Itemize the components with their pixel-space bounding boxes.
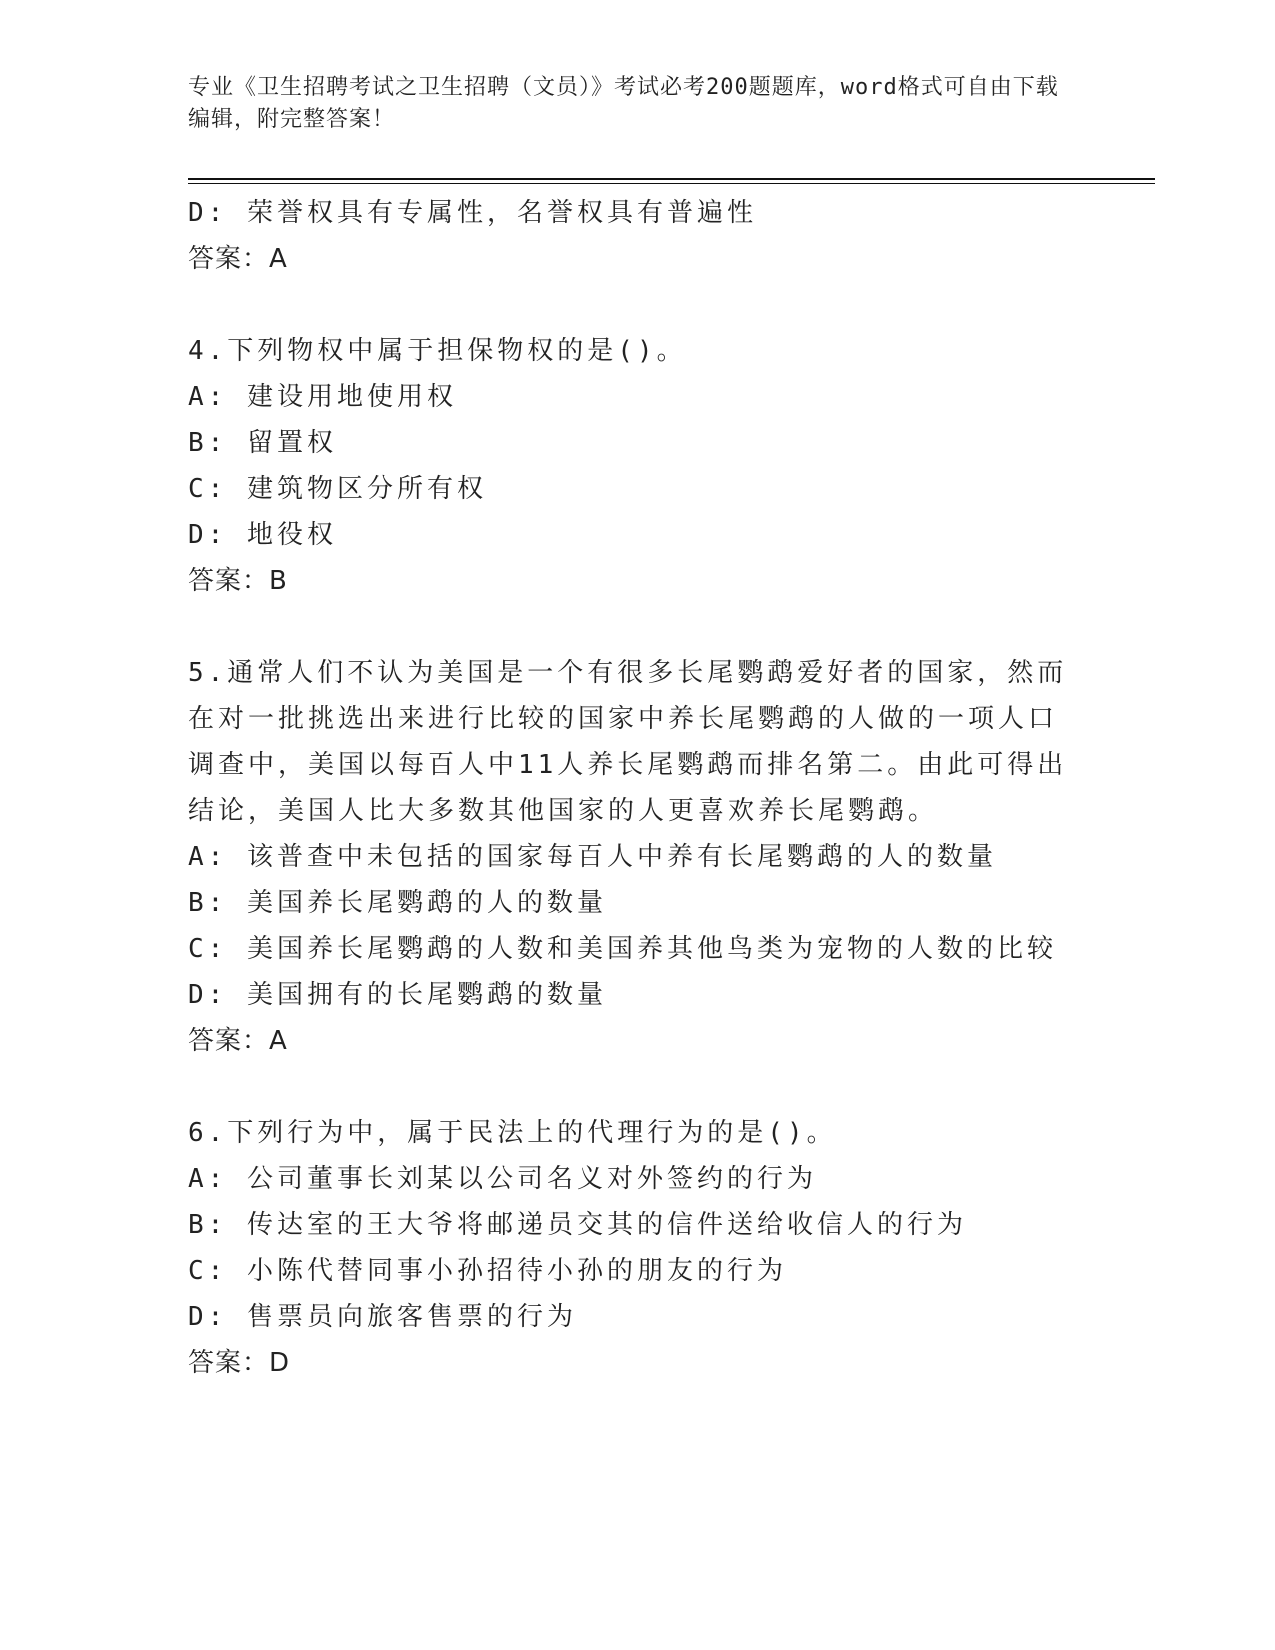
spacer bbox=[188, 1064, 1068, 1110]
option-a: A: 公司董事长刘某以公司名义对外签约的行为 bbox=[188, 1164, 817, 1194]
option-b: B: 留置权 bbox=[188, 428, 337, 458]
answer: 答案：B bbox=[188, 566, 288, 596]
question-6 bbox=[188, 1110, 1068, 1386]
spacer bbox=[188, 604, 1068, 650]
question-5 bbox=[188, 650, 1068, 1064]
previous-question-tail bbox=[188, 190, 1068, 282]
question-4 bbox=[188, 328, 1068, 604]
option-b: B: 传达室的王大爷将邮递员交其的信件送给收信人的行为 bbox=[188, 1210, 967, 1240]
option-c: C: 小陈代替同事小孙招待小孙的朋友的行为 bbox=[188, 1256, 787, 1286]
question-stem: 4.下列物权中属于担保物权的是()。 bbox=[188, 336, 687, 366]
option-d: D: 地役权 bbox=[188, 520, 337, 550]
option-d: D: 美国拥有的长尾鹦鹉的数量 bbox=[188, 980, 607, 1010]
option-d: D: 售票员向旅客售票的行为 bbox=[188, 1302, 577, 1332]
answer: 答案：D bbox=[188, 1348, 291, 1378]
header-divider-thick bbox=[188, 178, 1155, 180]
header-divider-thin bbox=[188, 183, 1155, 184]
option-d: D: 荣誉权具有专属性，名誉权具有普遍性 bbox=[188, 198, 757, 228]
option-a: A: 建设用地使用权 bbox=[188, 382, 457, 412]
option-c: C: 建筑物区分所有权 bbox=[188, 474, 487, 504]
spacer bbox=[188, 282, 1068, 328]
document-header: 专业《卫生招聘考试之卫生招聘（文员）》考试必考200题题库，word格式可自由下载编辑，附完整答案！ bbox=[188, 75, 1059, 132]
question-stem: 6.下列行为中，属于民法上的代理行为的是()。 bbox=[188, 1118, 837, 1148]
answer: 答案：A bbox=[188, 1026, 288, 1056]
option-b: B: 美国养长尾鹦鹉的人的数量 bbox=[188, 888, 607, 918]
question-stem: 5.通常人们不认为美国是一个有很多长尾鹦鹉爱好者的国家，然而在对一批挑选出来进行比较的国家中养长尾鹦鹉的人做的一项人口调查中，美国以每百人中11人养长尾鹦鹉而排名第二。由此可得出结论，美国人比大多数其他国家的人更喜欢养长尾鹦鹉。 bbox=[188, 658, 1068, 826]
option-a: A: 该普查中未包括的国家每百人中养有长尾鹦鹉的人的数量 bbox=[188, 842, 997, 872]
question-list bbox=[188, 190, 1068, 1386]
answer: 答案：A bbox=[188, 244, 288, 274]
option-c: C: 美国养长尾鹦鹉的人数和美国养其他鸟类为宠物的人数的比较 bbox=[188, 934, 1057, 964]
